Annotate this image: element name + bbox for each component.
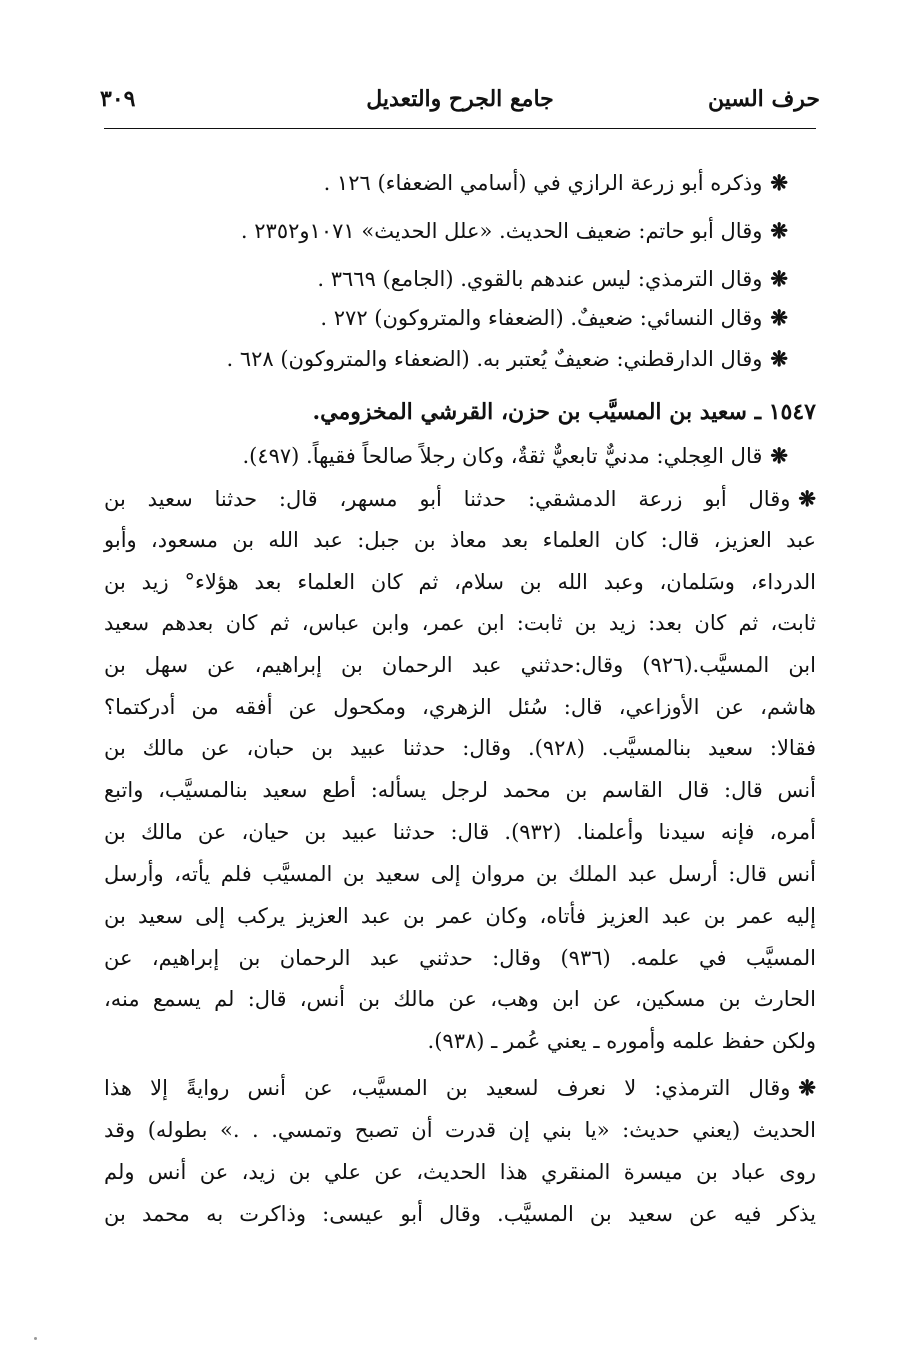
bullet-icon: ❋ (770, 305, 788, 330)
paragraph-line: ابن المسيَّب.(٩٢٦) وقال:حدثني عبد الرحمان بن إبراهيم، عن سهل بن (104, 653, 816, 677)
bullet-icon: ❋ (770, 218, 788, 243)
bullet-icon: ❋ (798, 486, 816, 511)
page-number: ٣٠٩ (100, 86, 136, 112)
bullet-icon: ❋ (770, 266, 788, 291)
entry-heading: ١٥٤٧ ـ سعيد بن المسيَّب بن حزن، القرشي المخزومي. (312, 399, 816, 425)
paragraph-line: إليه عمر بن عبد العزيز فأتاه، وكان عمر بن عبد العزيز يركب إلى سعيد بن (104, 904, 816, 928)
bullet-line (317, 266, 788, 291)
paragraph-line: أنس قال: أرسل عبد الملك بن مروان إلى سعيد بن المسيَّب فلم يأته، وأرسل (104, 862, 816, 886)
paragraph-line: ❋وقال الترمذي: لا نعرف لسعيد بن المسيَّب، عن أنس روايةً إلا هذا (104, 1075, 816, 1100)
paragraph-line: روى عباد بن ميسرة المنقري هذا الحديث، عن علي بن زيد، عن أنس ولم (104, 1160, 816, 1184)
bullet-text: قال العِجلي: مدنيٌّ تابعيٌّ ثقةٌ، وكان رجلاً صالحاً فقيهاً. (٤٩٧). (242, 444, 763, 468)
paragraph-line: الحديث (يعني حديث: «يا بني إن قدرت أن تصبح وتمسي. . .» بطوله) وقد (104, 1118, 816, 1142)
bullet-icon: ❋ (798, 1075, 816, 1100)
paragraph-line: عبد العزيز، قال: كان العلماء بعد معاذ بن جبل: عبد الله بن مسعود، وأبو (104, 528, 816, 552)
bullet-icon: ❋ (770, 443, 788, 468)
running-header (100, 86, 820, 126)
bullet-line (320, 305, 788, 330)
chapter-title: حرف السين (707, 86, 820, 112)
header-rule (104, 128, 816, 129)
bullet-icon: ❋ (770, 170, 788, 195)
bullet-line (241, 218, 788, 243)
paragraph-line: أمره، فإنه سيدنا وأعلمنا. (٩٣٢). قال: حدثنا عبيد بن حيان، عن مالك بن (104, 820, 816, 844)
paragraph-line: ❋وقال أبو زرعة الدمشقي: حدثنا أبو مسهر، قال: حدثنا سعيد بن (104, 486, 816, 511)
paragraph-line: المسيَّب في علمه. (٩٣٦) وقال: حدثني عبد الرحمان بن إبراهيم، عن (104, 946, 816, 970)
paragraph-line: الحارث بن مسكين، عن ابن وهب، عن مالك بن أنس، قال: لم يسمع منه، (104, 987, 816, 1011)
paragraph-line: فقالا: سعيد بنالمسيَّب. (٩٢٨). وقال: حدثنا عبيد بن حبان، عن مالك بن (104, 736, 816, 760)
bullet-line (324, 170, 788, 195)
bullet-text: وقال أبو حاتم: ضعيف الحديث. «علل الحديث» ١٠٧١و٢٣٥٢ . (240, 219, 763, 243)
paragraph-line: الدرداء، وسَلمان، وعبد الله بن سلام، ثم كان العلماء بعد هؤلاء° زيد بن (104, 570, 816, 594)
bullet-icon: ❋ (770, 346, 788, 371)
book-title: جامع الجرح والتعديل (366, 86, 554, 112)
bullet-text: وقال الترمذي: ليس عندهم بالقوي. (الجامع) ٣٦٦٩ . (317, 267, 763, 291)
bullet-line (226, 346, 788, 371)
paragraph-line: هاشم، عن الأوزاعي، قال: سُئل الزهري، ومكحول عن أفقه من أدركتما؟ (104, 695, 816, 719)
bullet-text: وذكره أبو زرعة الرازي في (أسامي الضعفاء) ١٢٦ . (323, 171, 763, 195)
scan-speck (34, 1337, 37, 1340)
paragraph-line: أنس قال: قال القاسم بن محمد لرجل يسأله: أطع سعيد بنالمسيَّب، واتبع (104, 778, 816, 802)
bullet-text: وقال النسائي: ضعيفٌ. (الضعفاء والمتروكون) ٢٧٢ . (320, 306, 763, 330)
bullet-text: وقال الدارقطني: ضعيفٌ يُعتبر به. (الضعفاء والمتروكون) ٦٢٨ . (226, 347, 763, 371)
bullet-line (242, 443, 788, 468)
paragraph-line: ولكن حفظ علمه وأموره ـ يعني عُمر ـ (٩٣٨). (427, 1029, 816, 1053)
paragraph-line: يذكر فيه عن سعيد بن المسيَّب. وقال أبو عيسى: وذاكرت به محمد بن (104, 1202, 816, 1226)
paragraph-line: ثابت، ثم كان بعد: زيد بن ثابت: ابن عمر، وابن عباس، ثم كان بعدهم سعيد (104, 611, 816, 635)
